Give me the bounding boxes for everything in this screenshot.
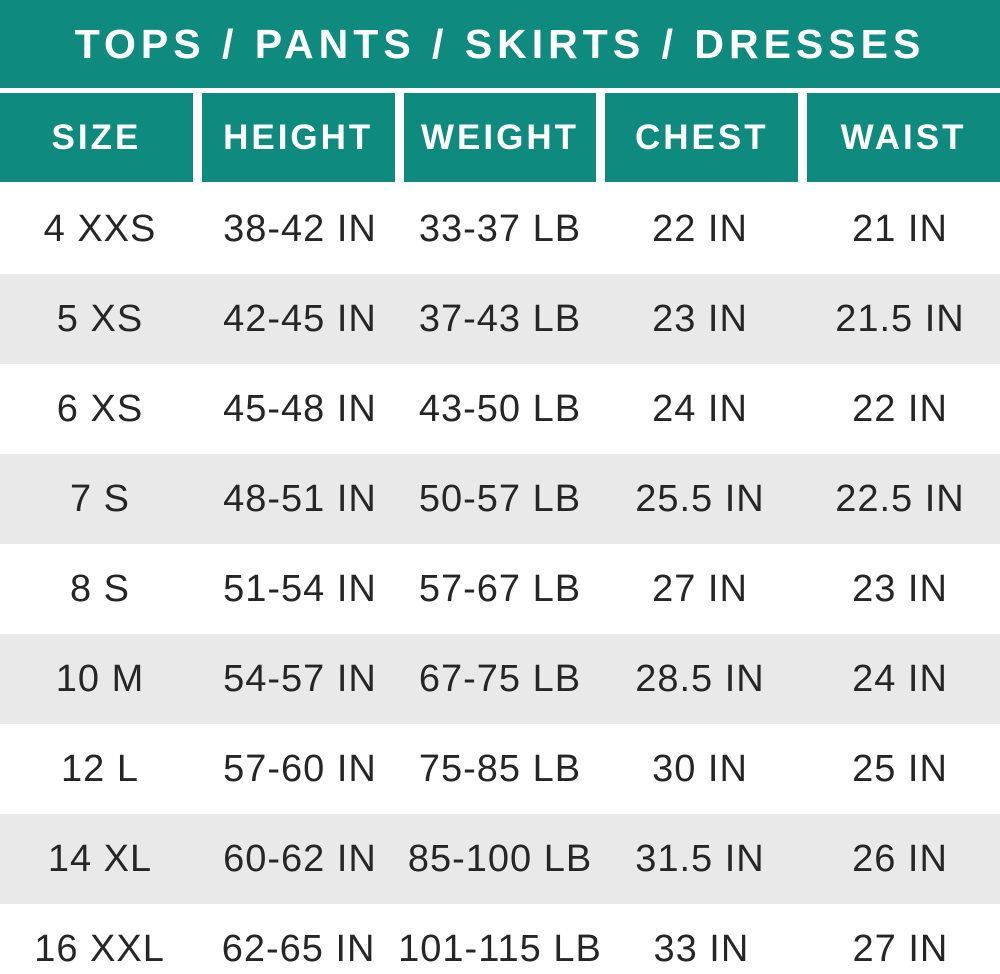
- table-cell-waist: 27 IN: [852, 927, 949, 970]
- table-row: [0, 184, 1000, 274]
- table-cell-size: 10 M: [55, 657, 145, 700]
- table-cell-height: 54-57 IN: [223, 657, 377, 700]
- table-row: [0, 904, 1000, 974]
- column-header-chest: CHEST: [605, 93, 798, 182]
- table-cell-size: 16 XXL: [34, 927, 165, 970]
- table-cell-chest: 25.5 IN: [635, 477, 765, 520]
- table-cell-chest: 23 IN: [652, 297, 748, 340]
- table-cell-chest: 27 IN: [652, 567, 748, 610]
- table-cell-size: 12 L: [61, 747, 139, 790]
- table-cell-weight: 101-115 LB: [398, 927, 602, 970]
- table-header-row: [0, 93, 1000, 182]
- table-cell-waist: 23 IN: [852, 567, 948, 610]
- table-cell-size: 14 XL: [47, 837, 153, 880]
- table-cell-size: 4 XXS: [43, 207, 157, 250]
- table-cell-height: 48-51 IN: [223, 477, 377, 520]
- table-cell-chest: 22 IN: [652, 207, 748, 250]
- table-cell-weight: 57-67 LB: [418, 567, 582, 610]
- table-row: [0, 274, 1000, 364]
- table-row: [0, 454, 1000, 544]
- column-header-size: SIZE: [0, 93, 193, 182]
- table-cell-height: 38-42 IN: [223, 207, 377, 250]
- table-cell-size: 8 S: [69, 567, 131, 610]
- table-cell-waist: 26 IN: [852, 837, 948, 880]
- table-cell-weight: 43-50 LB: [418, 387, 582, 430]
- title-banner: [0, 0, 1000, 88]
- table-row: [0, 544, 1000, 634]
- table-cell-waist: 21 IN: [852, 207, 948, 250]
- table-cell-waist: 22.5 IN: [835, 477, 965, 520]
- table-cell-height: 51-54 IN: [223, 567, 377, 610]
- table-cell-chest: 24 IN: [652, 387, 748, 430]
- column-header-weight: WEIGHT: [404, 93, 597, 182]
- table-row: [0, 814, 1000, 904]
- table-cell-waist: 24 IN: [852, 657, 948, 700]
- table-cell-weight: 50-57 LB: [418, 477, 582, 520]
- table-cell-chest: 33 IN: [653, 927, 750, 970]
- table-cell-weight: 75-85 LB: [418, 747, 582, 790]
- table-cell-chest: 28.5 IN: [635, 657, 765, 700]
- table-cell-chest: 31.5 IN: [635, 837, 765, 880]
- column-header-height: HEIGHT: [202, 93, 395, 182]
- table-cell-weight: 85-100 LB: [407, 837, 593, 880]
- table-body: [0, 184, 1000, 974]
- chart-title: TOPS / PANTS / SKIRTS / DRESSES: [74, 20, 926, 67]
- table-row: [0, 364, 1000, 454]
- column-header-waist: WAIST: [807, 93, 1000, 182]
- table-cell-height: 42-45 IN: [223, 297, 377, 340]
- table-cell-height: 45-48 IN: [223, 387, 377, 430]
- table-cell-waist: 21.5 IN: [835, 297, 965, 340]
- table-cell-height: 60-62 IN: [223, 837, 377, 880]
- table-cell-height: 62-65 IN: [221, 927, 376, 970]
- table-cell-height: 57-60 IN: [223, 747, 377, 790]
- table-cell-size: 7 S: [69, 477, 131, 520]
- table-cell-chest: 30 IN: [652, 747, 748, 790]
- table-cell-waist: 25 IN: [852, 747, 948, 790]
- table-row: [0, 724, 1000, 814]
- table-cell-size: 5 XS: [56, 297, 144, 340]
- table-cell-size: 6 XS: [56, 387, 144, 430]
- table-row: [0, 634, 1000, 724]
- table-cell-weight: 33-37 LB: [418, 207, 582, 250]
- table-cell-weight: 67-75 LB: [418, 657, 582, 700]
- table-cell-weight: 37-43 LB: [418, 297, 582, 340]
- table-cell-waist: 22 IN: [852, 387, 948, 430]
